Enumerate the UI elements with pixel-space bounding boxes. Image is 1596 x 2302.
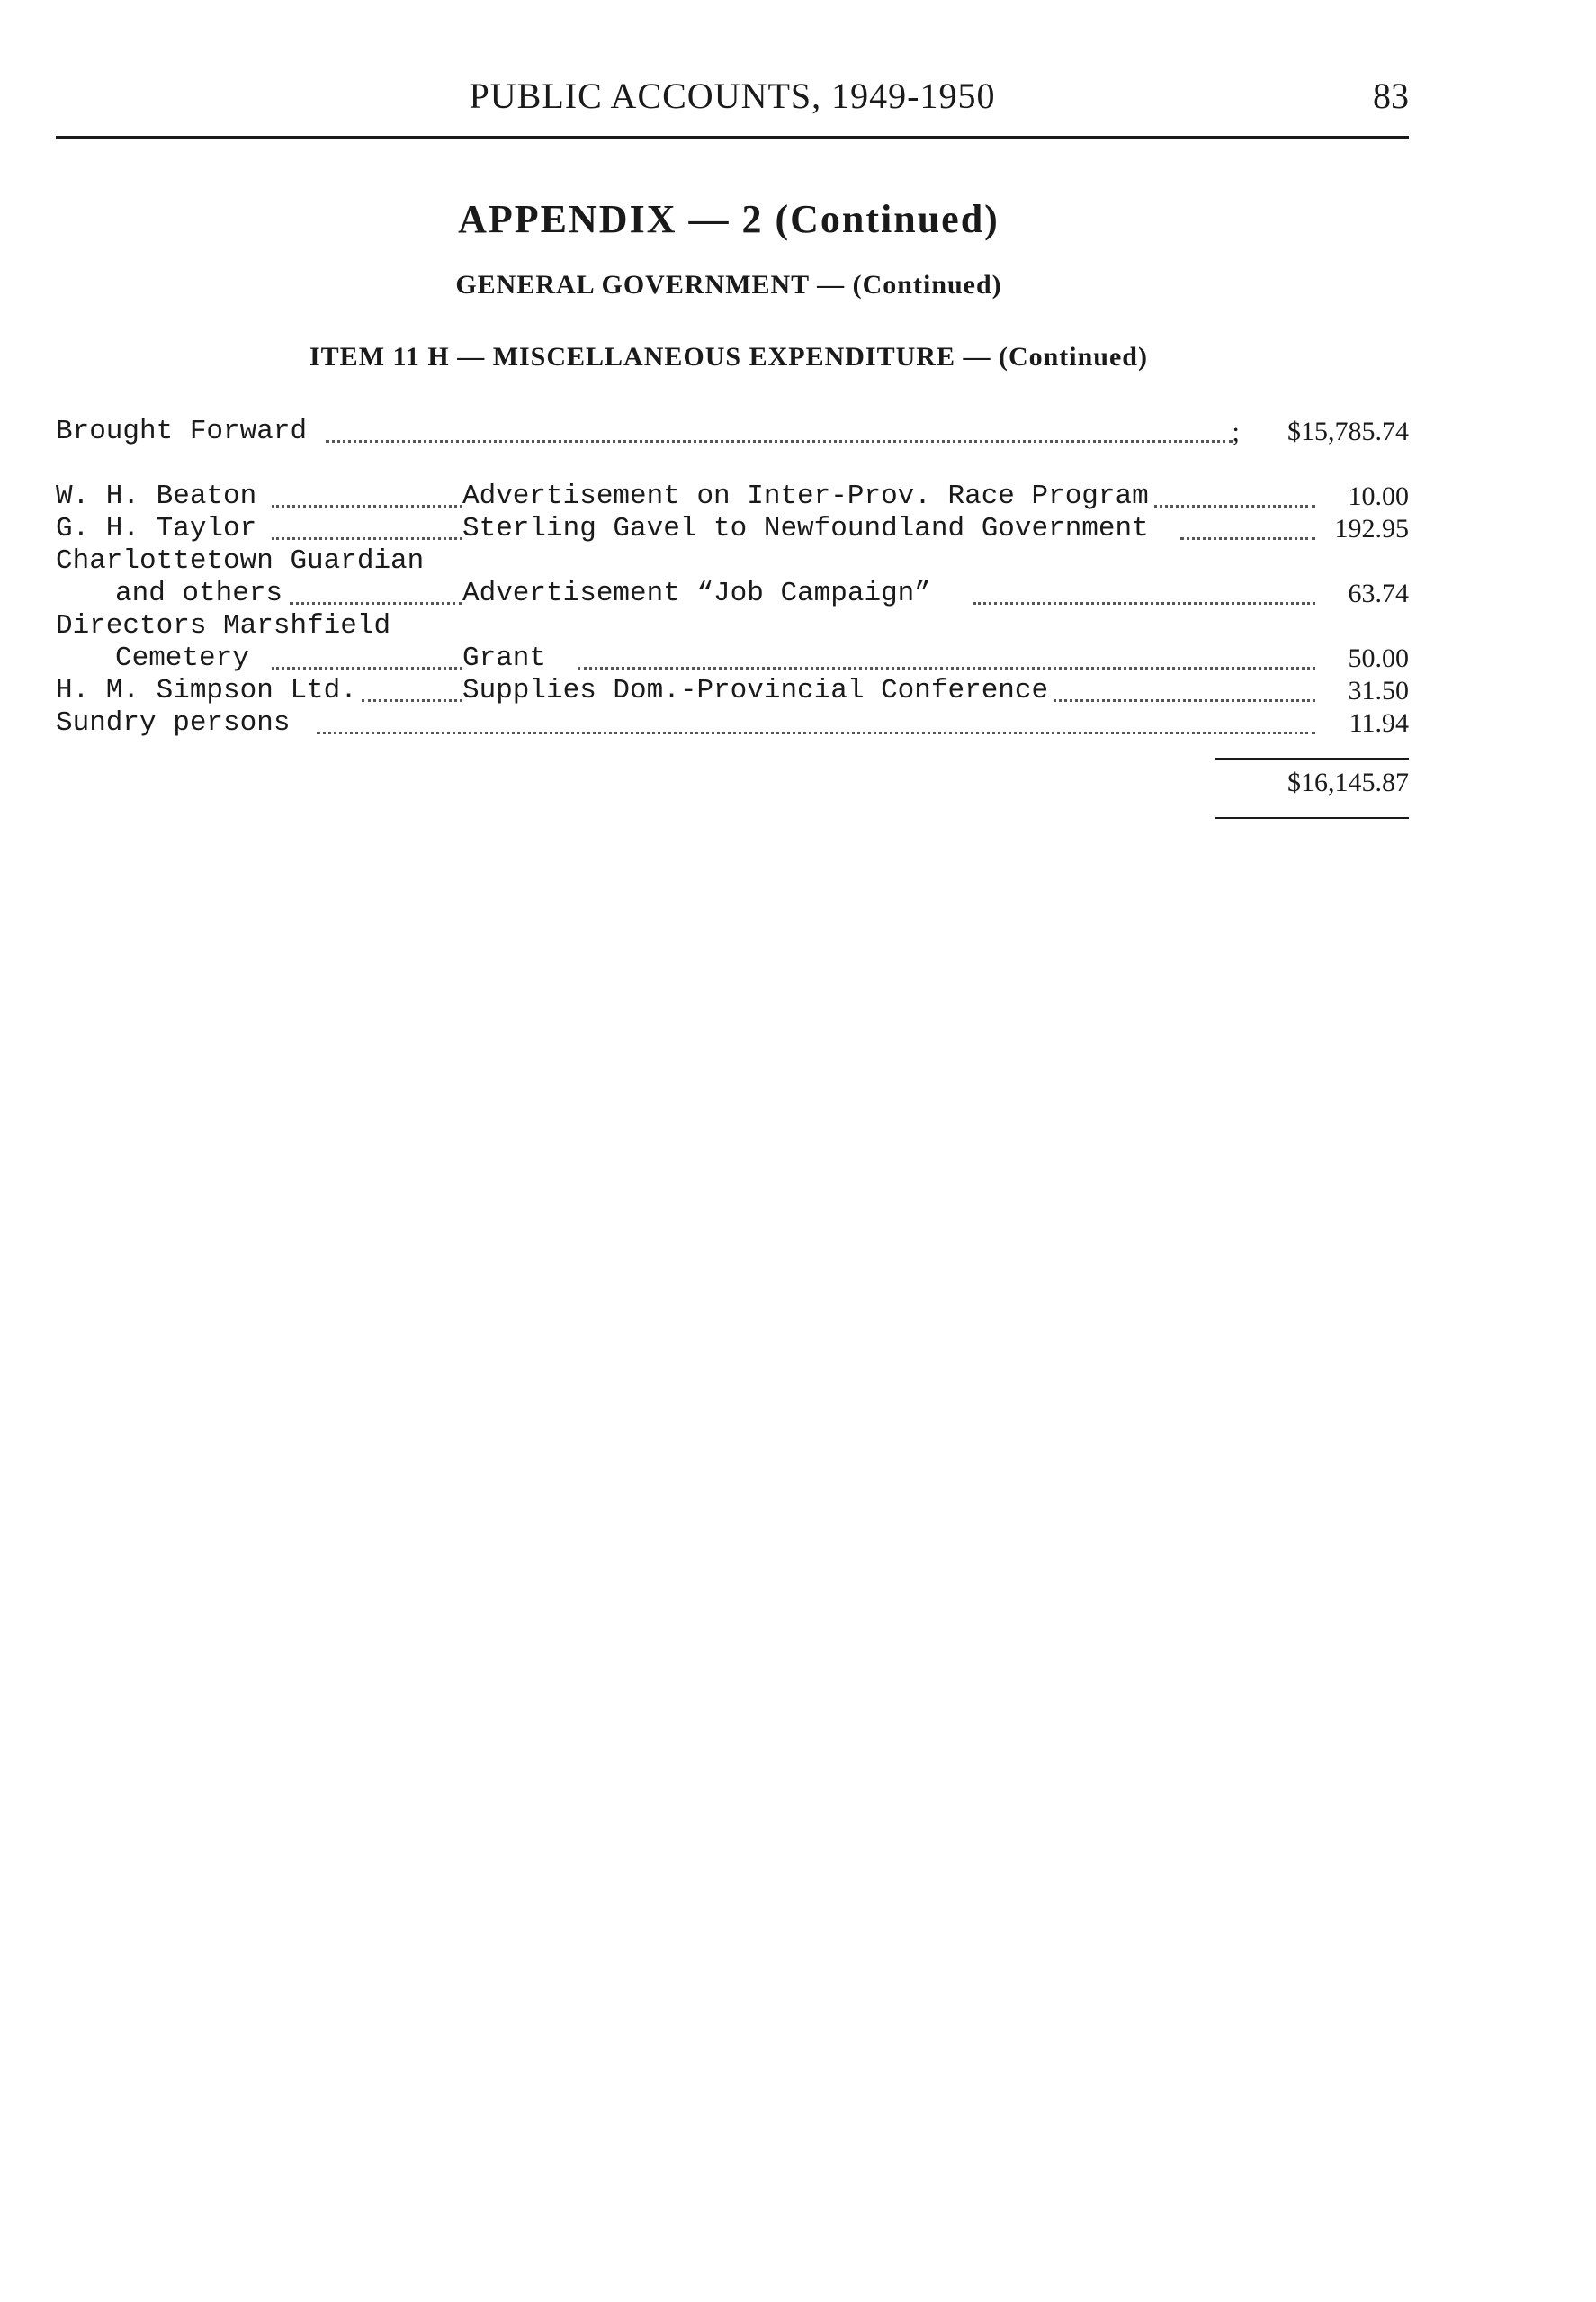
brought-forward-row bbox=[56, 416, 1409, 448]
dot-leader bbox=[362, 699, 462, 702]
table-row bbox=[56, 675, 1409, 707]
running-title: PUBLIC ACCOUNTS, 1949-1950 bbox=[469, 76, 996, 116]
payee-name: G. H. Taylor bbox=[56, 513, 260, 545]
payment-amount: 31.50 bbox=[1348, 676, 1409, 706]
table-row-continuation bbox=[56, 578, 1409, 610]
payment-amount: 50.00 bbox=[1348, 643, 1409, 673]
item-title: ITEM 11 H — MISCELLANEOUS EXPENDITURE — (Continued) bbox=[309, 342, 1148, 372]
payee-name-continuation: and others bbox=[115, 578, 286, 610]
total-rule-bottom bbox=[1215, 817, 1409, 819]
dot-leader bbox=[973, 602, 1315, 605]
dot-leader bbox=[1180, 537, 1315, 540]
dot-leader bbox=[272, 667, 462, 670]
dot-leader bbox=[1027, 699, 1315, 702]
dot-leader bbox=[272, 505, 462, 508]
payment-amount: 192.95 bbox=[1334, 514, 1409, 544]
payment-amount: 10.00 bbox=[1348, 481, 1409, 511]
payee-name: H. M. Simpson Ltd. bbox=[56, 675, 361, 707]
payee-name: Charlottetown Guardian bbox=[56, 545, 427, 578]
payee-name: W. H. Beaton bbox=[56, 481, 260, 513]
section-title: GENERAL GOVERNMENT — (Continued) bbox=[455, 270, 1002, 300]
payment-description: Grant bbox=[462, 643, 550, 675]
appendix-title: APPENDIX — 2 (Continued) bbox=[458, 197, 1000, 241]
table-row bbox=[56, 545, 1409, 578]
payee-name: Directors Marshfield bbox=[56, 610, 394, 643]
header-rule bbox=[56, 136, 1409, 139]
payee-name-continuation: Cemetery bbox=[115, 643, 253, 675]
table-row-continuation bbox=[56, 643, 1409, 675]
table-row bbox=[56, 707, 1409, 740]
brought-forward-label: Brought Forward bbox=[56, 416, 310, 448]
dot-leader bbox=[290, 602, 462, 605]
brought-forward-semicolon: ; bbox=[1232, 416, 1240, 447]
payment-description: Advertisement on Inter-Prov. Race Program bbox=[462, 481, 1152, 513]
payee-name: Sundry persons bbox=[56, 707, 293, 740]
brought-forward-amount: $15,785.74 bbox=[1287, 417, 1409, 446]
payment-description: Advertisement “Job Campaign” bbox=[462, 578, 935, 610]
table-row bbox=[56, 513, 1409, 545]
page-number: 83 bbox=[1373, 76, 1409, 116]
dot-leader bbox=[578, 667, 1315, 670]
dot-leader bbox=[326, 440, 1233, 443]
dot-leader bbox=[317, 732, 1315, 734]
payment-description: Sterling Gavel to Newfoundland Government bbox=[462, 513, 1152, 545]
total-amount: $16,145.87 bbox=[1287, 768, 1409, 797]
table-row bbox=[56, 610, 1409, 643]
dot-leader bbox=[272, 537, 462, 540]
table-row bbox=[56, 481, 1409, 513]
total-rule-top bbox=[1215, 758, 1409, 760]
payment-amount: 11.94 bbox=[1349, 708, 1409, 738]
payment-amount: 63.74 bbox=[1348, 579, 1409, 608]
payment-description: Supplies Dom.-Provincial Conference bbox=[462, 675, 1052, 707]
running-head bbox=[56, 74, 1409, 119]
